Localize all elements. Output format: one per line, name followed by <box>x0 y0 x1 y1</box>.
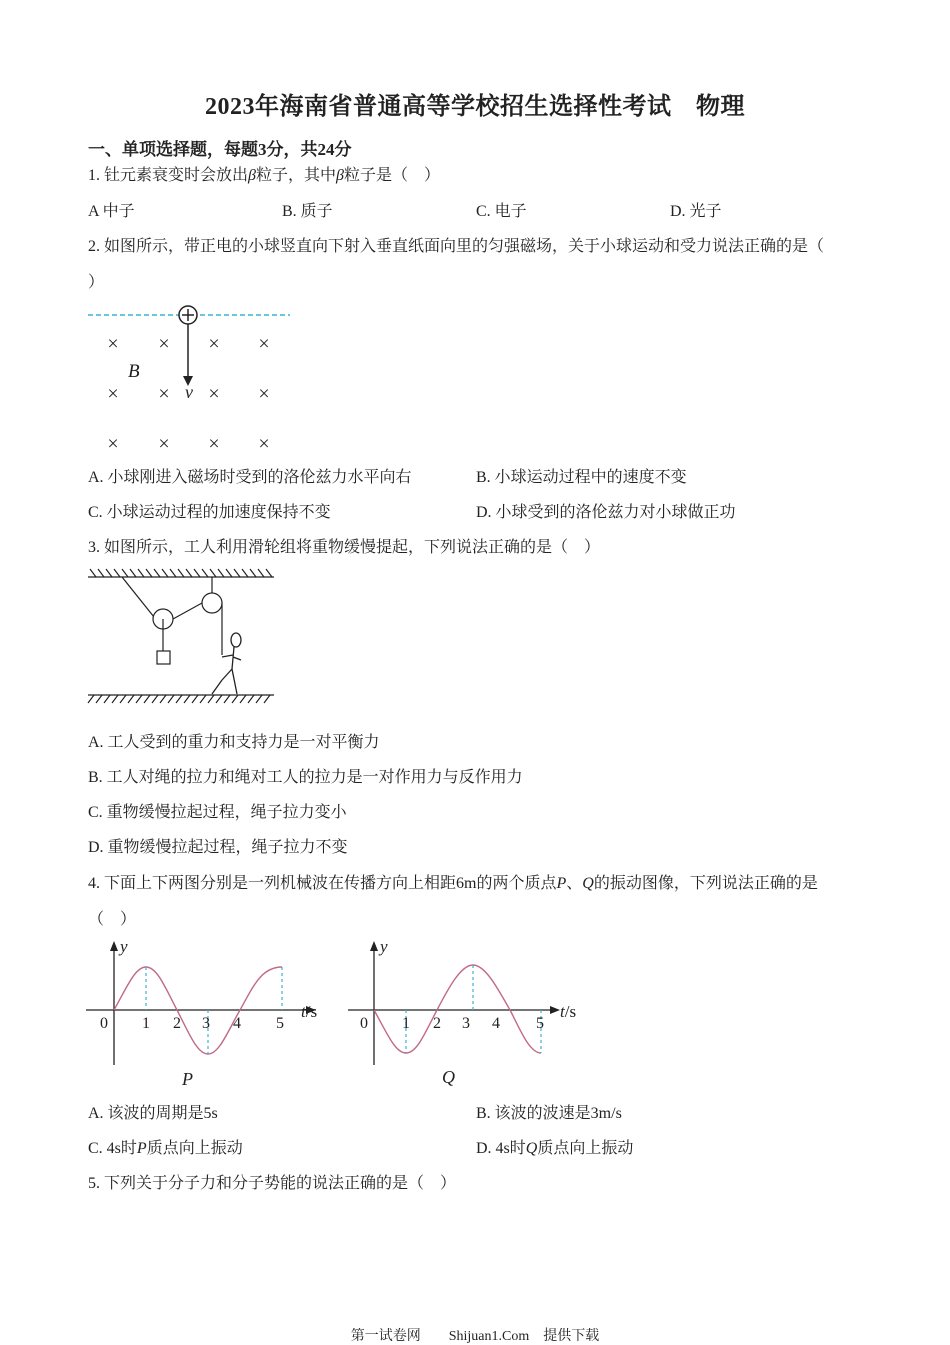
pulley-figure <box>84 565 284 710</box>
q1-option-c: C. 电子 <box>476 203 527 220</box>
svg-text:1: 1 <box>402 1015 410 1032</box>
svg-text:2: 2 <box>433 1015 441 1032</box>
graph-label-q: Q <box>442 1067 455 1087</box>
svg-text:×: × <box>258 333 270 355</box>
svg-text:1: 1 <box>142 1015 150 1032</box>
question-4-stem-line1 <box>88 873 818 895</box>
question-1-stem <box>88 165 440 187</box>
svg-text:×: × <box>158 333 170 355</box>
ground <box>88 695 274 703</box>
q1-beta-1: β <box>248 167 256 184</box>
field-label-b: B <box>128 361 140 382</box>
q4-sep: 、 <box>566 875 583 892</box>
worker-figure <box>212 633 241 694</box>
question-2-stem-line2: ） <box>88 274 105 291</box>
q2-option-a: A. 小球刚进入磁场时受到的洛伦兹力水平向右 <box>88 469 412 486</box>
question-4-stem-line2: （ ） <box>88 911 137 928</box>
q4-d-text-b: 质点向上振动 <box>537 1140 634 1157</box>
svg-text:5: 5 <box>276 1015 284 1032</box>
svg-text:×: × <box>208 433 220 455</box>
q4-d-text-a: D. 4s时 <box>476 1140 526 1157</box>
svg-text:×: × <box>158 383 170 405</box>
q1-text-a: 1. 钍元素衰变时会放出 <box>88 167 249 184</box>
pulley-system <box>122 577 222 664</box>
q4-option-b: B. 该波的波速是3m/s <box>476 1105 622 1122</box>
q4-point-q: Q <box>582 875 594 892</box>
q4-c-text-b: 质点向上振动 <box>146 1140 243 1157</box>
vibration-graph-p <box>84 935 334 1095</box>
section-heading: 一、单项选择题，每题3分，共24分 <box>88 140 352 159</box>
q3-option-b: B. 工人对绳的拉力和绳对工人的拉力是一对作用力与反作用力 <box>88 769 523 786</box>
graph-label-p: P <box>182 1069 193 1089</box>
svg-text:5: 5 <box>536 1015 544 1032</box>
svg-text:2: 2 <box>173 1015 181 1032</box>
q1-option-d: D. 光子 <box>670 203 722 220</box>
page-title: 2023年海南省普通高等学校招生选择性考试 物理 <box>205 94 745 120</box>
q4-option-a: A. 该波的周期是5s <box>88 1105 218 1122</box>
q4-text-b: 的振动图像，下列说法正确的是 <box>593 875 818 892</box>
question-5-stem: 5. 下列关于分子力和分子势能的说法正确的是（ ） <box>88 1175 457 1192</box>
svg-text:×: × <box>158 433 170 455</box>
magnetic-field-figure <box>84 300 304 460</box>
svg-text:×: × <box>208 383 220 405</box>
q1-beta-2: β <box>336 167 344 184</box>
q3-option-d: D. 重物缓慢拉起过程，绳子拉力不变 <box>88 839 348 856</box>
svg-text:0: 0 <box>100 1015 108 1032</box>
vibration-graph-q <box>344 935 594 1095</box>
q4-option-c <box>88 1138 243 1160</box>
question-2-stem-line1: 2. 如图所示，带正电的小球竖直向下射入垂直纸面向里的匀强磁场，关于小球运动和受力说法正确的是（ <box>88 238 825 255</box>
svg-text:×: × <box>208 333 220 355</box>
wave-curve-q <box>374 965 541 1053</box>
q4-d-point: Q <box>525 1140 538 1157</box>
y-axis-label: y <box>120 937 128 956</box>
q1-option-a: A 中子 <box>88 203 135 220</box>
svg-text:4: 4 <box>492 1015 500 1032</box>
t-axis-label: t/s <box>560 1002 577 1021</box>
q4-option-d <box>476 1138 633 1160</box>
question-3-stem: 3. 如图所示，工人利用滑轮组将重物缓慢提起，下列说法正确的是（ ） <box>88 539 601 556</box>
q3-option-a: A. 工人受到的重力和支持力是一对平衡力 <box>88 734 380 751</box>
q1-text-c: 粒子是（ ） <box>343 167 440 184</box>
svg-text:×: × <box>107 383 119 405</box>
q4-c-text-a: C. 4s时 <box>88 1140 137 1157</box>
svg-text:×: × <box>107 433 119 455</box>
svg-text:0: 0 <box>360 1015 368 1032</box>
q2-option-c: C. 小球运动过程的加速度保持不变 <box>88 504 331 521</box>
page-footer: 第一试卷网 Shijuan1.Com 提供下载 <box>350 1329 600 1344</box>
y-axis-label: y <box>380 937 388 956</box>
q2-option-b: B. 小球运动过程中的速度不变 <box>476 469 687 486</box>
svg-text:3: 3 <box>202 1015 210 1032</box>
q4-c-point: P <box>136 1140 147 1157</box>
svg-text:3: 3 <box>462 1015 470 1032</box>
svg-text:×: × <box>107 333 119 355</box>
q1-text-b: 粒子，其中 <box>255 167 336 184</box>
ceiling <box>88 569 274 577</box>
svg-text:×: × <box>258 433 270 455</box>
svg-text:4: 4 <box>233 1015 241 1032</box>
q1-option-b: B. 质子 <box>282 203 333 220</box>
t-ticks <box>100 1015 284 1032</box>
q2-option-d: D. 小球受到的洛伦兹力对小球做正功 <box>476 504 736 521</box>
q4-text-a: 4. 下面上下两图分别是一列机械波在传播方向上相距6m的两个质点 <box>88 875 557 892</box>
svg-text:×: × <box>258 383 270 405</box>
q4-point-p: P <box>556 875 567 892</box>
t-axis-label: t/s <box>301 1002 318 1021</box>
q3-option-c: C. 重物缓慢拉起过程，绳子拉力变小 <box>88 804 347 821</box>
velocity-label-v: v <box>185 382 193 402</box>
